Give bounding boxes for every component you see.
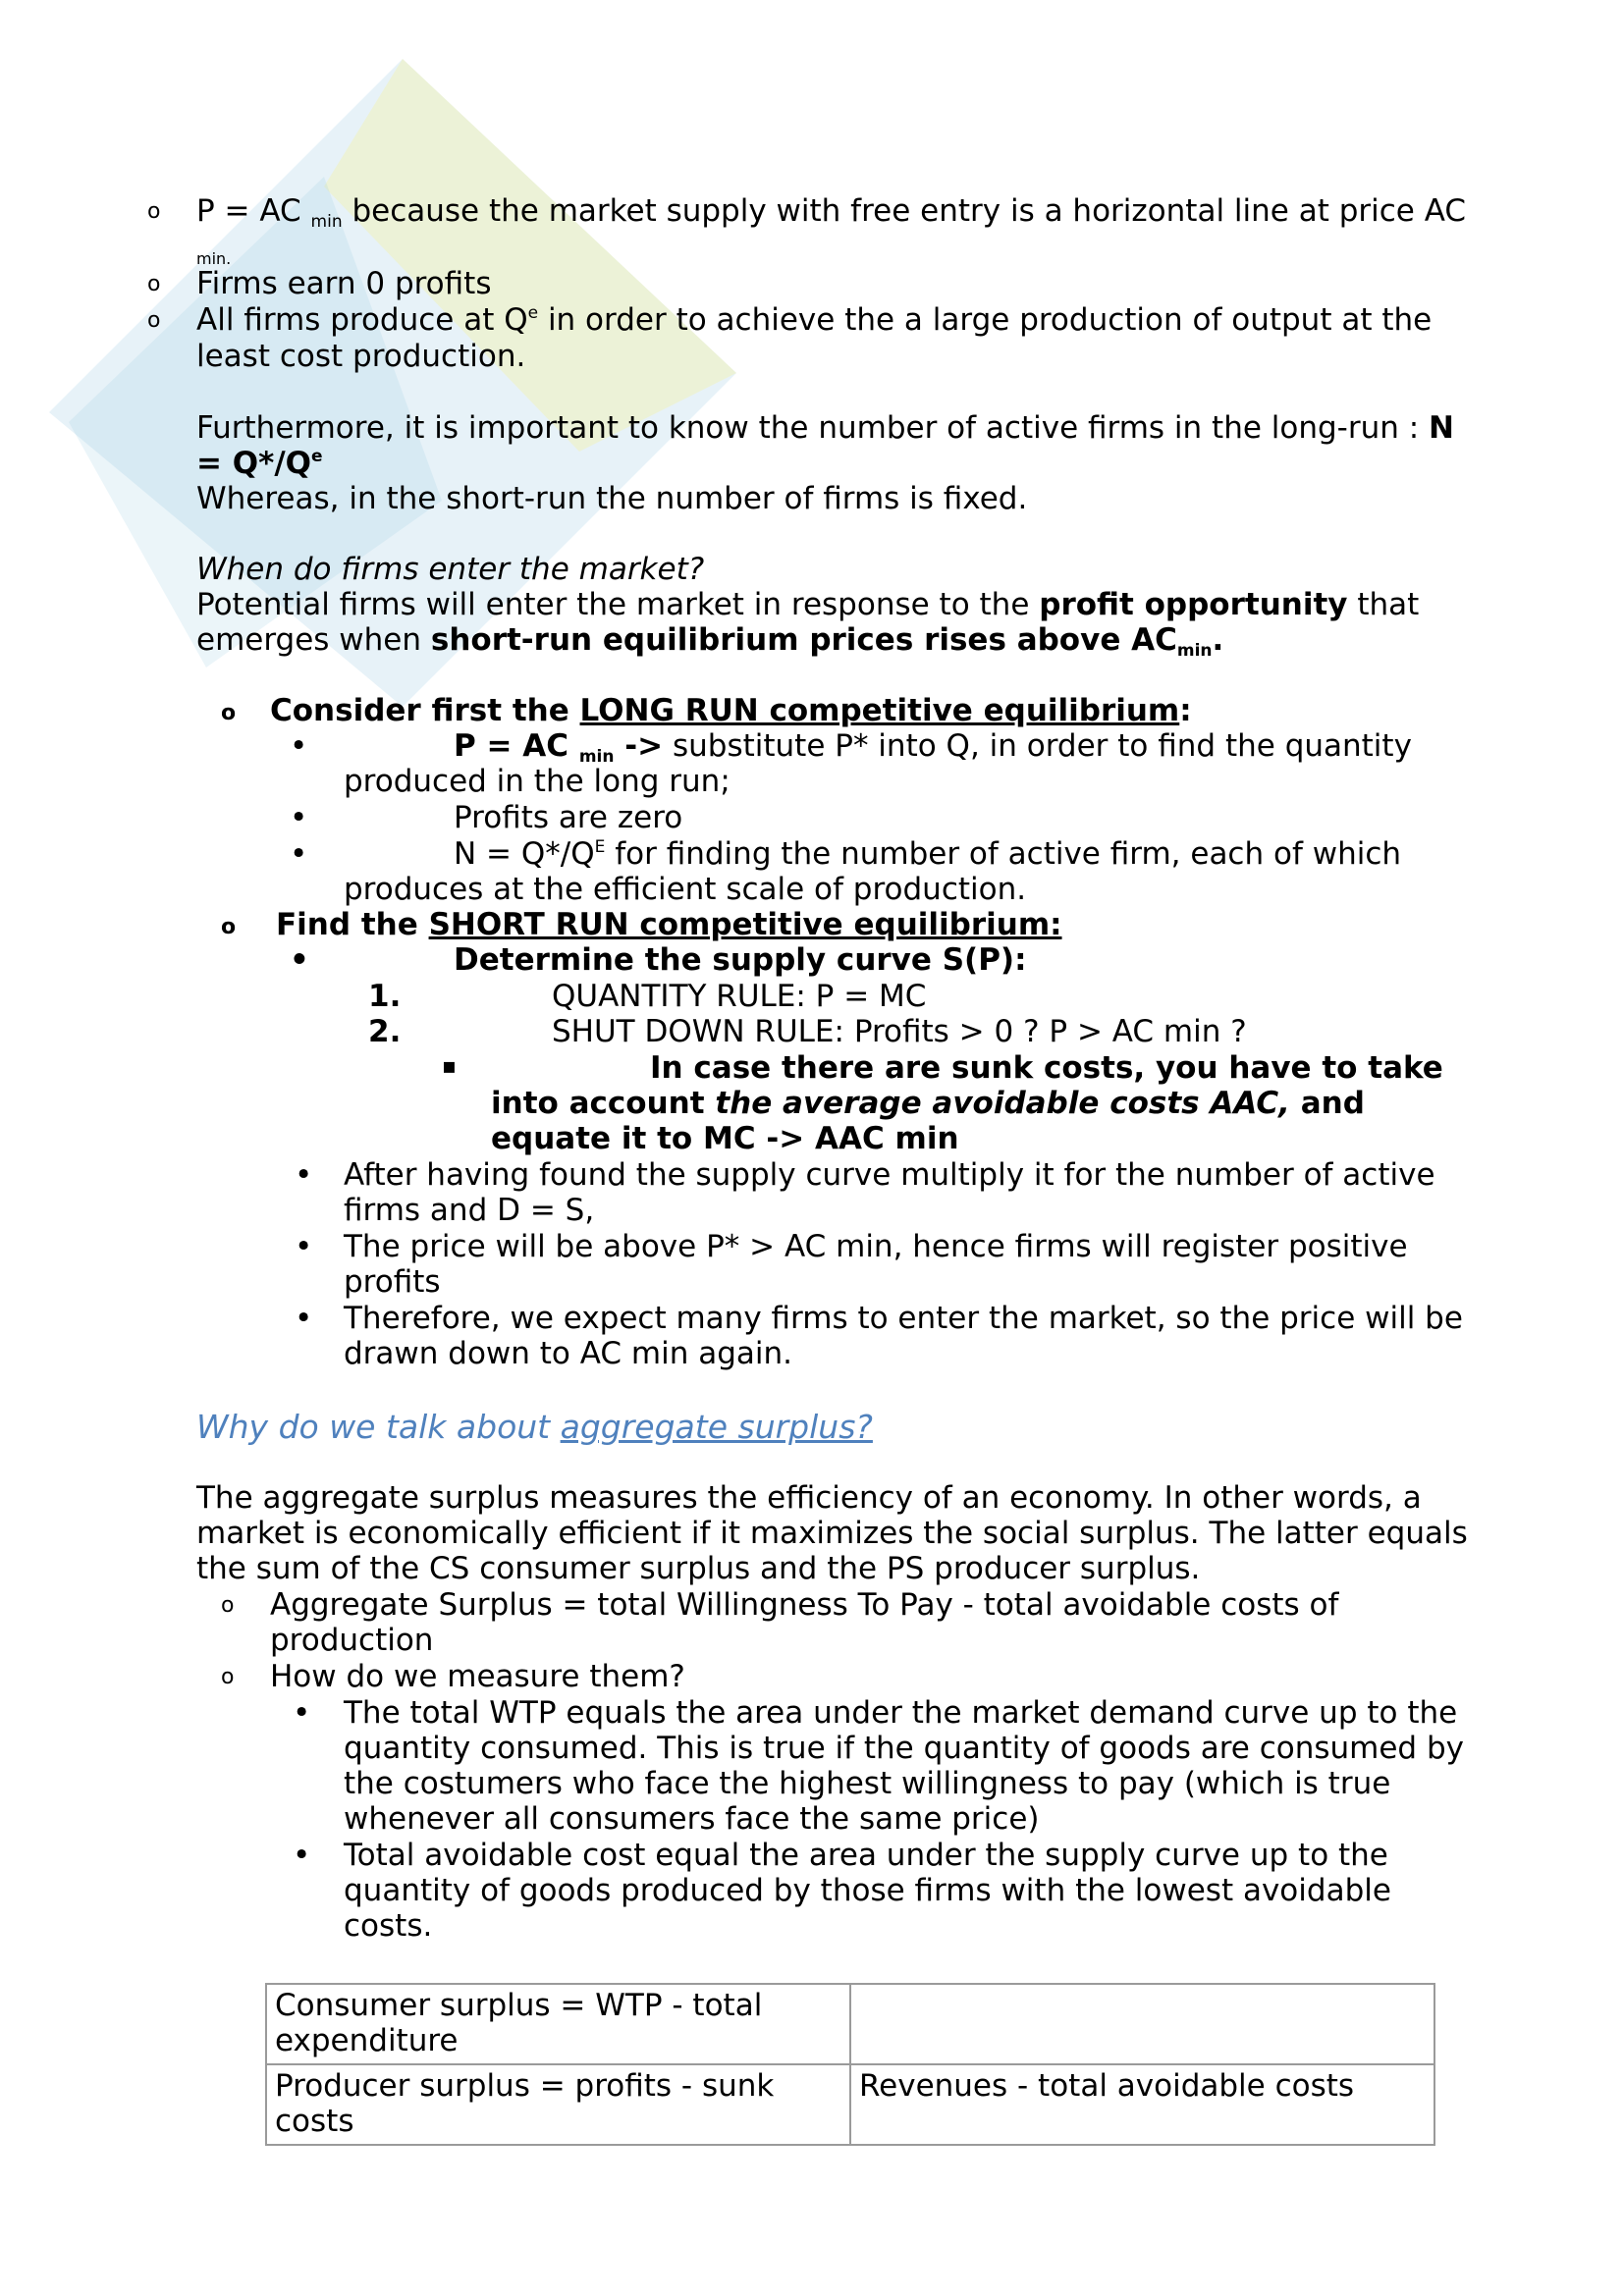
text-span: P = AC <box>454 728 579 764</box>
text-span: = Q*/Q <box>196 446 312 481</box>
bullet-marker: o <box>147 272 161 296</box>
text-line <box>196 587 1419 623</box>
table-cell: Producer surplus = profits - sunk costs <box>266 2064 850 2145</box>
text-line <box>454 728 1412 765</box>
text-line <box>196 410 1454 447</box>
text-line: Total avoidable cost equal the area under the supply curve up to the <box>344 1838 1388 1873</box>
text-span: emerges when <box>196 622 431 658</box>
text-line: whenever all consumers face the same price) <box>344 1801 1040 1837</box>
text-line: After having found the supply curve multiply it for the number of active <box>344 1157 1435 1193</box>
text-span: the average avoidable costs AAC, <box>715 1086 1290 1121</box>
superscript: e <box>527 303 539 323</box>
text-span: because the market supply with free entry is a horizontal line at price AC <box>352 193 1467 229</box>
question-line: When do firms enter the market? <box>196 552 705 587</box>
text-span: Furthermore, it is important to know the number of active firms in the long-run : <box>196 410 1430 446</box>
bullet-marker: o <box>221 1593 235 1618</box>
text-line <box>196 302 1432 339</box>
text-line <box>270 693 1192 729</box>
text-line <box>196 446 323 482</box>
text-line: least cost production. <box>196 339 526 374</box>
text-line: How do we measure them? <box>270 1659 685 1694</box>
text-line: quantity of goods produced by those firms with the lowest avoidable <box>344 1873 1391 1908</box>
text-span: N <box>1429 410 1454 446</box>
text-line: costs. <box>344 1908 433 1944</box>
text-span: for finding the number of active firm, each of which <box>605 836 1402 872</box>
subscript: min <box>310 212 343 232</box>
text-line: QUANTITY RULE: P = MC <box>552 979 927 1014</box>
bullet-marker: o <box>221 701 237 725</box>
text-line <box>196 193 1466 230</box>
bullet-marker: o <box>147 199 161 224</box>
text-span: SHORT RUN competitive equilibrium: <box>428 907 1062 942</box>
text-span: Why do we talk about <box>196 1408 561 1446</box>
text-line <box>196 622 1223 659</box>
subscript: min <box>1176 641 1213 661</box>
text-span: . <box>1212 622 1224 658</box>
bullet-marker: • <box>290 942 309 978</box>
text-line <box>276 907 1062 943</box>
text-span: profit opportunity <box>1039 587 1348 622</box>
superscript: E <box>594 837 606 857</box>
table-cell <box>850 1984 1434 2064</box>
text-line: Aggregate Surplus = total Willingness To Pay - total avoidable costs of <box>270 1587 1339 1623</box>
bullet-marker: • <box>290 836 308 872</box>
text-line: Therefore, we expect many firms to enter the market, so the price will be <box>344 1301 1463 1336</box>
aggregate-surplus-link[interactable]: aggregate surplus? <box>560 1408 873 1446</box>
text-span: short-run equilibrium prices rises above AC <box>430 622 1177 658</box>
text-line: equate it to MC -> AAC min <box>491 1121 959 1156</box>
text-line: Profits are zero <box>454 800 683 835</box>
text-span: that <box>1347 587 1420 622</box>
table-row <box>266 1984 1434 2064</box>
text-line: produces at the efficient scale of production. <box>344 872 1027 907</box>
text-span: and <box>1289 1086 1365 1121</box>
text-line: the costumers who face the highest willingness to pay (which is true <box>344 1766 1391 1801</box>
text-line: The price will be above P* > AC min, hence firms will register positive <box>344 1229 1408 1264</box>
subscript: min <box>578 747 615 767</box>
text-span: -> <box>614 728 664 764</box>
bullet-marker: o <box>221 1665 235 1689</box>
section-heading <box>196 1409 873 1445</box>
text-line: drawn down to AC min again. <box>344 1336 793 1371</box>
bullet-marker: • <box>295 1229 313 1264</box>
table-row <box>266 2064 1434 2145</box>
text-span: : <box>1179 693 1192 728</box>
list-number: 2. <box>368 1014 402 1049</box>
text-span: All firms produce at Q <box>196 302 528 338</box>
bullet-marker: • <box>293 1838 311 1873</box>
text-line <box>491 1086 1365 1122</box>
bullet-marker: o <box>221 915 237 939</box>
text-line: market is economically efficient if it maximizes the social surplus. The latter equals <box>196 1516 1468 1551</box>
text-span: substitute P* into Q, in order to find the quantity <box>663 728 1412 764</box>
bullet-marker: • <box>295 1301 313 1336</box>
text-line: quantity consumed. This is true if the quantity of goods are consumed by <box>344 1731 1464 1766</box>
text-line: Firms earn 0 profits <box>196 266 492 301</box>
bullet-marker: • <box>293 1695 311 1731</box>
text-line: firms and D = S, <box>344 1193 595 1228</box>
text-line: SHUT DOWN RULE: Profits > 0 ? P > AC min ? <box>552 1014 1247 1049</box>
text-span: Potential firms will enter the market in response to the <box>196 587 1040 622</box>
text-span: Find the <box>276 907 429 942</box>
text-span: in order to achieve the a large production of output at the <box>538 302 1433 338</box>
text-span: Consider first the <box>270 693 580 728</box>
text-line <box>454 836 1401 873</box>
superscript: e <box>311 447 323 466</box>
list-number: 1. <box>368 979 402 1014</box>
text-line: In case there are sunk costs, you have to take <box>650 1050 1443 1086</box>
bullet-marker: ▪ <box>442 1054 457 1079</box>
surplus-table <box>265 1983 1435 2146</box>
table-cell: Revenues - total avoidable costs <box>850 2064 1434 2145</box>
text-line: Determine the supply curve S(P): <box>454 942 1027 978</box>
bullet-marker: • <box>290 800 308 835</box>
bullet-marker: • <box>295 1157 313 1193</box>
text-line: Whereas, in the short-run the number of firms is fixed. <box>196 481 1028 516</box>
text-line: The aggregate surplus measures the efficiency of an economy. In other words, a <box>196 1480 1422 1516</box>
text-span: P = AC <box>196 193 301 229</box>
text-line: the sum of the CS consumer surplus and the PS producer surplus. <box>196 1551 1201 1586</box>
table-cell: Consumer surplus = WTP - total expenditure <box>266 1984 850 2064</box>
text-line: The total WTP equals the area under the market demand curve up to the <box>344 1695 1458 1731</box>
text-line: production <box>270 1623 434 1658</box>
text-span: N = Q*/Q <box>454 836 595 872</box>
text-line: profits <box>344 1264 441 1300</box>
text-line: produced in the long run; <box>344 764 730 799</box>
text-span: into account <box>491 1086 716 1121</box>
subscript-min: min. <box>196 249 232 268</box>
bullet-marker: o <box>147 308 161 333</box>
bullet-marker: • <box>290 728 308 764</box>
text-span: LONG RUN competitive equilibrium <box>579 693 1180 728</box>
